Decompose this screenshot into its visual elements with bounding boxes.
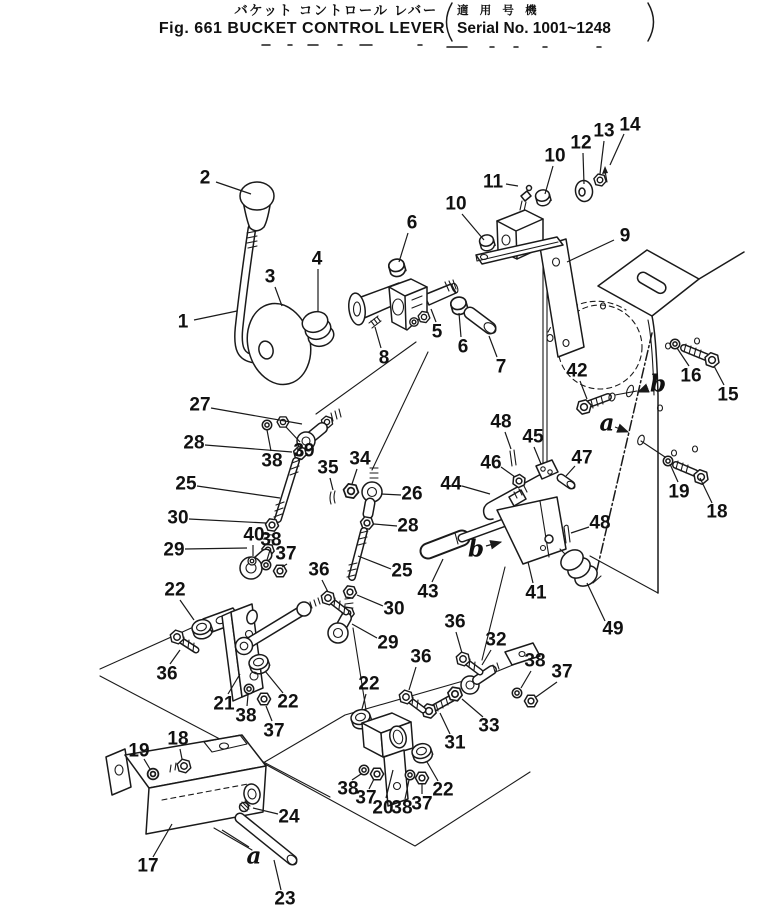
part-callout-10-12: 10 bbox=[544, 145, 566, 167]
position-marker-b-2: b bbox=[467, 535, 485, 563]
part-callout-36-56: 36 bbox=[444, 611, 466, 633]
part-pin-48-top bbox=[510, 450, 516, 466]
part-bolt-36-a bbox=[168, 629, 196, 651]
part-callout-35-40: 35 bbox=[317, 457, 339, 479]
part-callout-40-37: 40 bbox=[243, 524, 265, 546]
part-washer-16 bbox=[670, 339, 679, 348]
leader-line-12-13 bbox=[583, 153, 584, 184]
part-callout-22-61: 22 bbox=[358, 673, 380, 695]
part-nut-37-p1 bbox=[257, 693, 270, 704]
part-callout-38-51: 38 bbox=[235, 705, 257, 727]
marker-line-b-2 bbox=[486, 542, 501, 546]
part-nut-37-p2 bbox=[524, 695, 537, 706]
leader-line-11-11 bbox=[506, 184, 518, 186]
part-pin-35 bbox=[330, 491, 335, 504]
part-washer-38-p3 bbox=[359, 765, 368, 774]
leader-line-1-1 bbox=[194, 311, 237, 320]
part-callout-28-31: 28 bbox=[183, 432, 205, 454]
leader-line-36-56 bbox=[456, 632, 462, 653]
part-callout-16-16: 16 bbox=[680, 365, 702, 387]
part-callout-24-71: 24 bbox=[278, 806, 300, 828]
part-callout-38-32: 38 bbox=[261, 450, 283, 472]
part-callout-30-46: 30 bbox=[383, 598, 405, 620]
leader-line-5-5 bbox=[431, 309, 436, 322]
part-washer-10-right bbox=[534, 189, 551, 207]
leader-line-43-26 bbox=[432, 559, 443, 582]
leader-line-38-51 bbox=[247, 695, 248, 706]
part-callout-2-0: 2 bbox=[199, 167, 211, 189]
leader-line-30-35 bbox=[189, 519, 266, 523]
marker-line-a-3 bbox=[222, 830, 249, 847]
part-washer-38-p2 bbox=[512, 688, 521, 697]
leader-line-23-72 bbox=[274, 860, 281, 890]
part-callout-13-14: 13 bbox=[593, 120, 615, 142]
leader-line-37-59 bbox=[536, 682, 557, 697]
leader-line-48-28 bbox=[571, 527, 589, 533]
part-callout-41-27: 41 bbox=[525, 582, 547, 604]
part-callout-10-10: 10 bbox=[445, 193, 467, 215]
part-callout-38-67: 38 bbox=[391, 797, 413, 819]
leader-line-44-25 bbox=[462, 486, 490, 494]
part-callout-49-29: 49 bbox=[602, 618, 624, 640]
leader-line-29-36 bbox=[185, 548, 247, 549]
leader-line-15-17 bbox=[714, 366, 724, 385]
part-rod-end-26 bbox=[362, 468, 382, 514]
part-callout-21-50: 21 bbox=[213, 693, 235, 715]
leader-line-34-41 bbox=[352, 469, 357, 484]
part-callout-5-5: 5 bbox=[431, 321, 443, 343]
part-callout-15-17: 15 bbox=[717, 384, 739, 406]
part-washer-38-p4 bbox=[405, 770, 414, 779]
leader-line-26-42 bbox=[381, 494, 401, 495]
part-bushing-22-d bbox=[410, 742, 434, 765]
part-callout-37-65: 37 bbox=[355, 787, 377, 809]
part-callout-37-59: 37 bbox=[551, 661, 573, 683]
part-callout-9-9: 9 bbox=[619, 225, 631, 247]
leader-line-8-8 bbox=[375, 327, 381, 348]
leader-line-28-43 bbox=[374, 524, 397, 526]
part-washer-30-right bbox=[343, 585, 358, 598]
leader-line-6-6 bbox=[459, 313, 461, 337]
serial-english: Serial No. 1001~1248 bbox=[457, 20, 611, 37]
part-washer-19-upper bbox=[663, 456, 672, 465]
part-callout-36-45: 36 bbox=[308, 559, 330, 581]
part-cam-disc-3 bbox=[239, 297, 319, 392]
part-callout-23-72: 23 bbox=[274, 888, 296, 905]
part-callout-28-43: 28 bbox=[397, 515, 419, 537]
part-callout-3-2: 3 bbox=[264, 266, 276, 288]
part-callout-22-53: 22 bbox=[277, 691, 299, 713]
part-frame-plate bbox=[548, 250, 744, 593]
leader-line-13-14 bbox=[600, 141, 604, 174]
leader-line-42-18 bbox=[580, 381, 587, 399]
leader-line-38-58 bbox=[521, 671, 531, 688]
leader-line-29-47 bbox=[352, 624, 377, 638]
part-link-32 bbox=[420, 643, 540, 719]
leader-line-22-53 bbox=[265, 671, 283, 693]
leader-line-25-34 bbox=[197, 486, 280, 498]
part-callout-14-15: 14 bbox=[619, 114, 641, 136]
position-marker-a-3: a bbox=[246, 842, 262, 870]
part-nut-37-p3 bbox=[370, 768, 383, 779]
leader-line-10-12 bbox=[545, 166, 553, 194]
part-callout-43-26: 43 bbox=[417, 581, 439, 603]
part-bushing-6-upper bbox=[388, 258, 407, 278]
part-callout-6-4: 6 bbox=[406, 212, 418, 234]
part-bolt-36-c bbox=[454, 651, 480, 672]
part-callout-36-49: 36 bbox=[156, 663, 178, 685]
leader-line-25-44 bbox=[358, 556, 391, 569]
part-knob-2 bbox=[240, 182, 274, 210]
part-washer-38-top bbox=[262, 420, 271, 429]
leader-line-48-22 bbox=[505, 432, 511, 449]
leader-line-30-46 bbox=[357, 595, 383, 606]
title-english: Fig. 661 BUCKET CONTROL LEVER bbox=[158, 20, 446, 37]
part-clevis-5 bbox=[389, 279, 459, 330]
serial-japanese: 適 用 号 機 bbox=[457, 5, 541, 17]
leader-line-45-23 bbox=[534, 447, 541, 464]
part-nut-39 bbox=[277, 417, 289, 427]
part-callout-48-22: 48 bbox=[490, 411, 512, 433]
part-callout-19-19: 19 bbox=[668, 481, 690, 503]
leader-line-37-52 bbox=[266, 706, 272, 721]
part-nut-37-p4 bbox=[415, 772, 428, 783]
part-callout-47-21: 47 bbox=[571, 447, 593, 469]
part-callout-44-25: 44 bbox=[440, 473, 462, 495]
part-pin-47 bbox=[561, 478, 576, 490]
part-callout-18-20: 18 bbox=[706, 501, 728, 523]
part-callout-6-6: 6 bbox=[457, 336, 469, 358]
title-underline-dashes bbox=[262, 45, 601, 47]
part-callout-17-70: 17 bbox=[137, 855, 159, 877]
position-marker-a-1: a bbox=[599, 409, 615, 437]
part-callout-22-69: 22 bbox=[432, 779, 454, 801]
part-rod-25-right bbox=[347, 531, 368, 577]
part-callout-42-18: 42 bbox=[566, 360, 588, 382]
part-callout-20-66: 20 bbox=[372, 797, 394, 819]
leader-line-31-63 bbox=[440, 713, 450, 734]
part-bolt-36-d bbox=[397, 689, 423, 710]
part-callout-37-39: 37 bbox=[275, 543, 297, 565]
part-callout-38-38: 38 bbox=[260, 529, 282, 551]
leader-line-33-62 bbox=[462, 699, 483, 717]
part-callout-37-52: 37 bbox=[263, 720, 285, 742]
paren-left-icon bbox=[447, 3, 453, 41]
part-washer-38-p1 bbox=[244, 684, 253, 693]
leader-line-35-40 bbox=[330, 478, 333, 490]
part-callout-30-35: 30 bbox=[167, 507, 189, 529]
part-callout-25-44: 25 bbox=[391, 560, 413, 582]
part-callout-38-58: 38 bbox=[524, 650, 546, 672]
leader-line-9-9 bbox=[567, 240, 614, 262]
part-callout-19-54: 19 bbox=[128, 740, 150, 762]
part-callout-48-28: 48 bbox=[589, 512, 611, 534]
leader-line-46-24 bbox=[501, 467, 515, 477]
title-block bbox=[159, 3, 654, 47]
part-washer-40 bbox=[248, 557, 256, 565]
part-callout-12-13: 12 bbox=[570, 132, 592, 154]
part-callout-4-3: 4 bbox=[311, 248, 323, 270]
part-callout-37-68: 37 bbox=[411, 793, 433, 815]
part-pin-7 bbox=[470, 313, 498, 336]
part-plate-41 bbox=[497, 490, 566, 564]
position-marker-b-0: b bbox=[649, 370, 667, 398]
part-callout-18-55: 18 bbox=[167, 728, 189, 750]
part-callout-1-1: 1 bbox=[177, 311, 189, 333]
part-nut-13 bbox=[593, 173, 608, 186]
leader-line-36-60 bbox=[409, 667, 416, 690]
leader-line-49-29 bbox=[587, 583, 605, 621]
part-callout-22-48: 22 bbox=[164, 579, 186, 601]
part-callout-26-42: 26 bbox=[401, 483, 423, 505]
part-callout-32-57: 32 bbox=[485, 629, 507, 651]
leader-line-7-7 bbox=[489, 336, 497, 357]
part-bolt-36-b bbox=[319, 590, 346, 613]
leader-line-32-57 bbox=[482, 650, 491, 665]
leader-line-27-30 bbox=[211, 408, 302, 424]
part-callout-8-8: 8 bbox=[378, 347, 390, 369]
part-callout-39-33: 39 bbox=[293, 440, 315, 462]
part-callout-45-23: 45 bbox=[522, 426, 544, 448]
leader-line-41-27 bbox=[528, 562, 533, 583]
marker-line-a-1 bbox=[615, 427, 628, 432]
part-washer-19-lower bbox=[148, 769, 159, 780]
part-callout-31-63: 31 bbox=[444, 732, 466, 754]
part-nut-34 bbox=[342, 483, 359, 499]
part-callout-7-7: 7 bbox=[495, 356, 507, 378]
part-callout-33-62: 33 bbox=[478, 715, 500, 737]
part-screw-8 bbox=[369, 316, 381, 328]
part-callout-38-64: 38 bbox=[337, 778, 359, 800]
part-callout-29-47: 29 bbox=[377, 632, 399, 654]
part-callout-36-60: 36 bbox=[410, 646, 432, 668]
part-callout-46-24: 46 bbox=[480, 452, 502, 474]
part-callout-11-11: 11 bbox=[482, 171, 504, 193]
leader-line-22-48 bbox=[180, 600, 194, 620]
part-callout-34-41: 34 bbox=[349, 448, 371, 470]
leader-line-10-10 bbox=[462, 214, 484, 240]
leader-line-36-49 bbox=[170, 650, 180, 664]
title-japanese: バケット コントロール レバー bbox=[234, 3, 438, 18]
leader-line-6-4 bbox=[399, 233, 408, 262]
part-block-45 bbox=[536, 460, 558, 479]
part-washer-38-mid bbox=[261, 560, 270, 569]
paren-right-icon bbox=[648, 3, 654, 41]
part-callout-27-30: 27 bbox=[189, 394, 211, 416]
part-spring-49 bbox=[557, 546, 601, 591]
leader-line-36-45 bbox=[322, 580, 328, 592]
part-callout-25-34: 25 bbox=[175, 473, 197, 495]
part-nut-37-mid bbox=[273, 565, 286, 576]
part-callout-29-36: 29 bbox=[163, 539, 185, 561]
leader-line-38-32 bbox=[267, 430, 271, 451]
